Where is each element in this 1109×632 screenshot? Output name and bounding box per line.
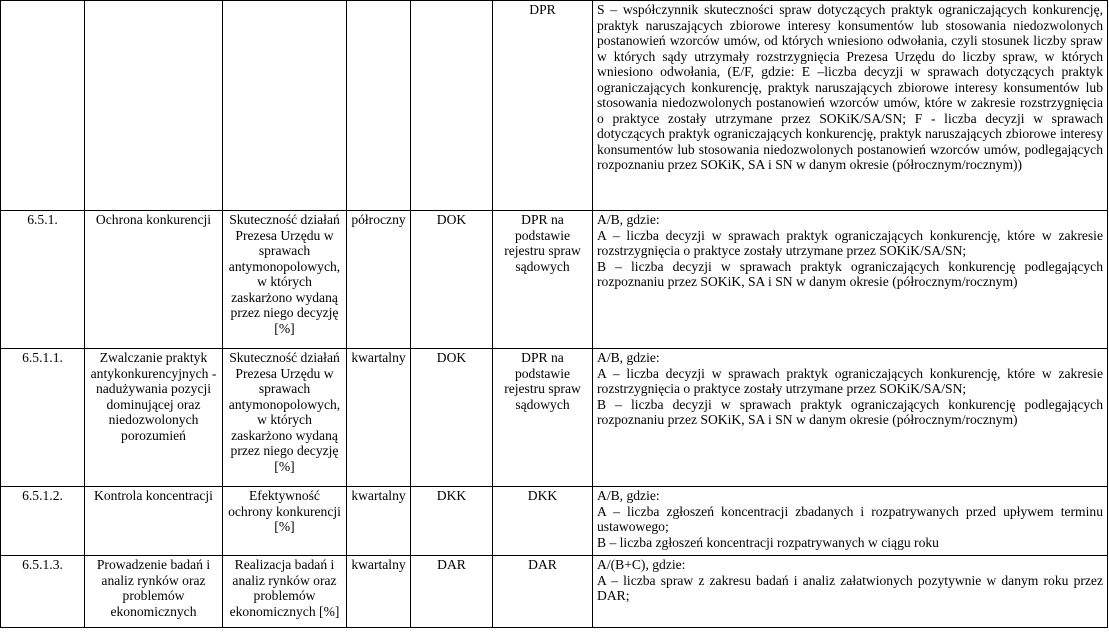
data-source: DPR na podstawie rejestru spraw sądowych <box>493 211 593 349</box>
responsible-unit <box>411 1 493 211</box>
measurement-period: kwartalny <box>347 556 411 628</box>
table-row <box>1 556 1108 628</box>
task-name <box>85 1 223 211</box>
table-row <box>1 487 1108 556</box>
responsible-unit: DOK <box>411 211 493 349</box>
measurement-period <box>347 1 411 211</box>
measurement-period: półroczny <box>347 211 411 349</box>
indicator-description <box>593 211 1108 349</box>
description-line: B – liczba zgłoszeń koncentracji rozpatrywanych w ciągu roku <box>597 534 939 550</box>
responsible-unit: DOK <box>411 349 493 487</box>
row-number <box>1 1 85 211</box>
description-line: A – liczba zgłoszeń koncentracji zbadanych i rozpatrywanych przed upływem terminu ustawowego; <box>597 503 1103 534</box>
data-source: DPR <box>493 1 593 211</box>
description-line: A – liczba decyzji w sprawach praktyk ograniczających konkurencję, które w zakresie rozstrzygnięcia o praktyce zostały utrzymane przez SOKiK/SA/SN; <box>597 227 1103 258</box>
row-number: 6.5.1.2. <box>1 487 85 556</box>
description-line: A – liczba decyzji w sprawach praktyk ograniczających konkurencję, które w zakresie rozstrzygnięcia o praktyce zostały utrzymane przez SOKiK/SA/SN; <box>597 365 1103 396</box>
description-line: A/B, gdzie: <box>597 350 660 365</box>
indicator-description <box>593 556 1108 628</box>
measurement-period: kwartalny <box>347 487 411 556</box>
task-name: Kontrola koncentracji <box>85 487 223 556</box>
description-line: A/B, gdzie: <box>597 212 660 227</box>
description-line: B – liczba decyzji w sprawach praktyk ograniczających konkurencję podlegających rozpoznaniu przez SOKiK, SA i SN w danym okresie (półrocznym/rocznym) <box>597 396 1103 427</box>
responsible-unit: DAR <box>411 556 493 628</box>
measurement-period: kwartalny <box>347 349 411 487</box>
row-number: 6.5.1.1. <box>1 349 85 487</box>
row-number: 6.5.1. <box>1 211 85 349</box>
indicator-name <box>223 1 347 211</box>
indicator-description: S – współczynnik skuteczności spraw dotyczących praktyk ograniczających konkurencję, praktyk naruszających zbiorowe interesy konsumentów lub stosowania niedozwolonych postanowień wzorców umów, od których wniesiono odwołania, czyli stosunek liczby spraw w których sądy utrzymały rozstrzygnięcia Prezesa Urzędu do liczby spraw, w których wniesiono odwołania, (E/F, gdzie: E –liczba decyzji w sprawach dotyczących praktyk ograniczających konkurencję, praktyk naruszających zbiorowe interesy konsumentów lub stosowania niedozwolonych postanowień wzorców umów, które w zakresie rozstrzygnięcia o praktyce zostały utrzymane przez SOKiK/SA/SN; F - liczba decyzji w sprawach dotyczących praktyk ograniczających konkurencję, praktyk naruszających zbiorowe interesy konsumentów lub stosowania niedozwolonych postanowień wzorców umów, podlegających rozpoznaniu przez SOKiK, SA i SN w danym okresie (półrocznym/rocznym)) <box>593 1 1108 211</box>
table-row <box>1 349 1108 487</box>
description-line: B – liczba decyzji w sprawach praktyk ograniczających konkurencję podlegających rozpoznaniu przez SOKiK, SA i SN w danym okresie (półrocznym/rocznym) <box>597 258 1103 289</box>
description-line: A/B, gdzie: <box>597 488 660 503</box>
description-line: A/(B+C), gdzie: <box>597 557 686 572</box>
data-source: DKK <box>493 487 593 556</box>
indicator-description <box>593 487 1108 556</box>
data-source: DAR <box>493 556 593 628</box>
indicator-name: Skuteczność działań Prezesa Urzędu w sprawach antymonopolowych, w których zaskarżono wydaną przez niego decyzję [%] <box>223 349 347 487</box>
responsible-unit: DKK <box>411 487 493 556</box>
data-source: DPR na podstawie rejestru spraw sądowych <box>493 349 593 487</box>
table-row <box>1 1 1108 211</box>
task-name: Zwalczanie praktyk antykonkurencyjnych - nadużywania pozycji dominującej oraz niedozwolonych porozumień <box>85 349 223 487</box>
table-row <box>1 211 1108 349</box>
task-name: Ochrona konkurencji <box>85 211 223 349</box>
indicator-description <box>593 349 1108 487</box>
indicator-name: Realizacja badań i analiz rynków oraz problemów ekonomicznych [%] <box>223 556 347 628</box>
indicator-name: Skuteczność działań Prezesa Urzędu w sprawach antymonopolowych, w których zaskarżono wydaną przez niego decyzję [%] <box>223 211 347 349</box>
row-number: 6.5.1.3. <box>1 556 85 628</box>
description-line: A – liczba spraw z zakresu badań i analiz załatwionych pozytywnie w danym roku przez DAR; <box>597 572 1103 603</box>
indicator-name: Efektywność ochrony konkurencji [%] <box>223 487 347 556</box>
task-name: Prowadzenie badań i analiz rynków oraz problemów ekonomicznych <box>85 556 223 628</box>
